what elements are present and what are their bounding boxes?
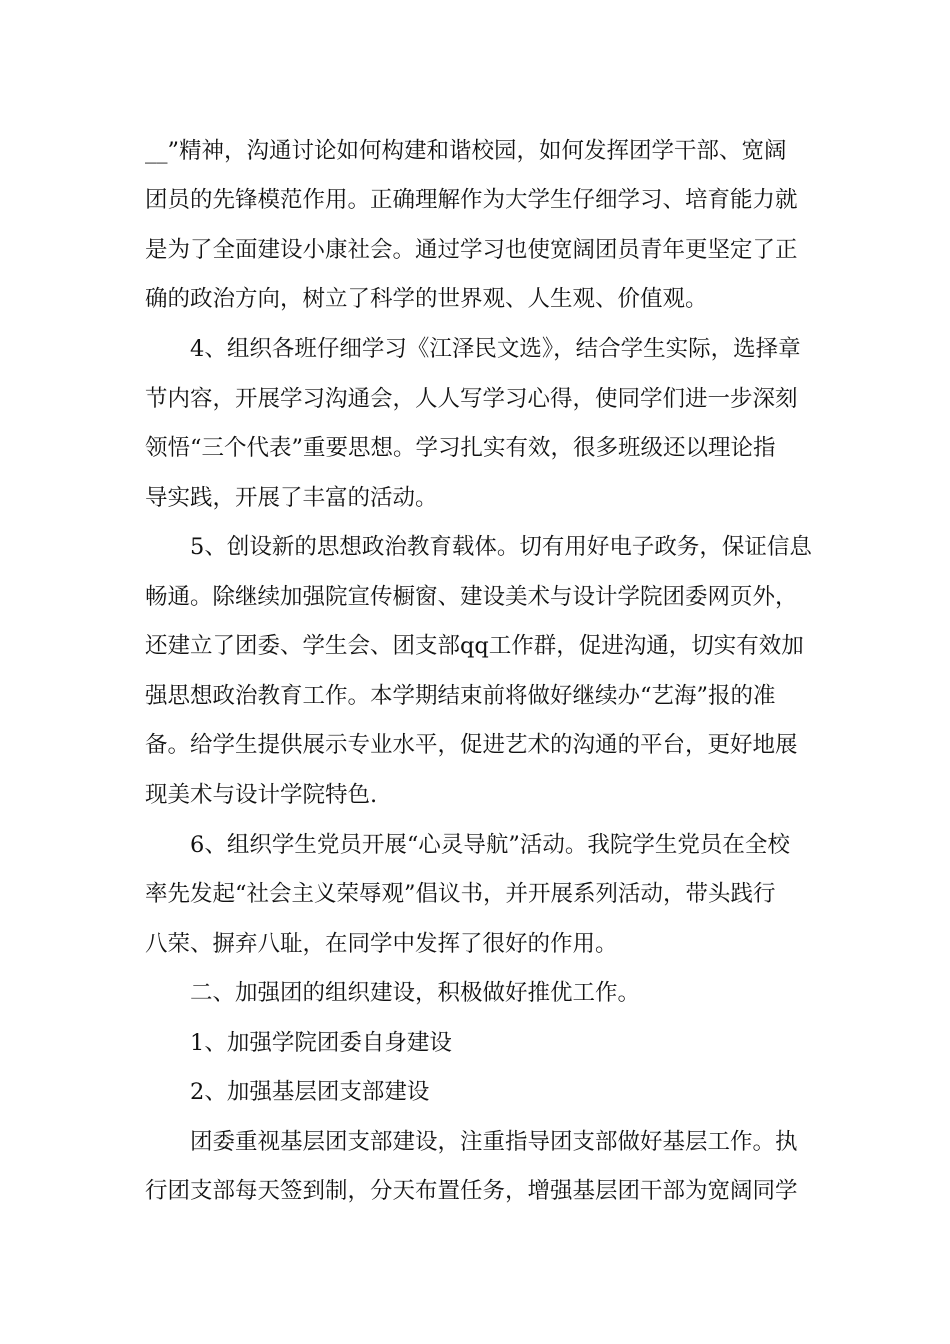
text-line: 2、加强基层团支部建设 xyxy=(190,1079,430,1105)
text-line: 6、组织学生党员开展“心灵导航”活动。我院学生党员在全校 xyxy=(190,832,790,858)
text-line: 八荣、摒弃八耻，在同学中发挥了很好的作用。 xyxy=(145,931,618,957)
text-line: 还建立了团委、学生会、团支部qq工作群，促进沟通，切实有效加 xyxy=(145,633,804,659)
text-line: 畅通。除继续加强院宣传橱窗、建设美术与设计学院团委网页外， xyxy=(145,584,798,610)
text-line: 节内容，开展学习沟通会，人人写学习心得，使同学们进一步深刻 xyxy=(145,386,798,412)
text-line: __”精神，沟通讨论如何构建和谐校园，如何发挥团学干部、宽阔 xyxy=(145,138,787,164)
text-line: 4、组织各班仔细学习《江泽民文选》，结合学生实际，选择章 xyxy=(190,336,801,362)
text-line: 团员的先锋模范作用。正确理解作为大学生仔细学习、培育能力就 xyxy=(145,187,798,213)
text-line: 领悟“三个代表”重要思想。学习扎实有效，很多班级还以理论指 xyxy=(145,435,776,461)
text-line: 率先发起“社会主义荣辱观”倡议书，并开展系列活动，带头践行 xyxy=(145,881,776,907)
text-line: 备。给学生提供展示专业水平，促进艺术的沟通的平台，更好地展 xyxy=(145,732,798,758)
text-line: 团委重视基层团支部建设，注重指导团支部做好基层工作。执 xyxy=(190,1129,798,1155)
text-line: 强思想政治教育工作。本学期结束前将做好继续办“艺海”报的准 xyxy=(145,683,776,709)
text-line: 导实践，开展了丰富的活动。 xyxy=(145,485,438,511)
text-line: 行团支部每天签到制，分天布置任务，增强基层团干部为宽阔同学 xyxy=(145,1178,798,1204)
text-line: 5、创设新的思想政治教育载体。切有用好电子政务，保证信息 xyxy=(190,534,812,560)
text-line: 确的政治方向，树立了科学的世界观、人生观、价值观。 xyxy=(145,286,708,312)
text-line: 是为了全面建设小康社会。通过学习也使宽阔团员青年更坚定了正 xyxy=(145,237,798,263)
text-line: 1、加强学院团委自身建设 xyxy=(190,1030,452,1056)
text-line: 现美术与设计学院特色. xyxy=(145,782,378,808)
text-line: 二、加强团的组织建设，积极做好推优工作。 xyxy=(190,980,641,1006)
